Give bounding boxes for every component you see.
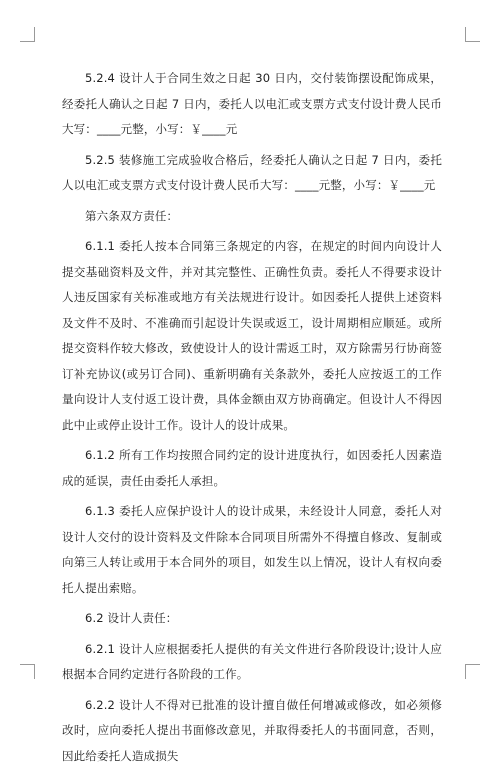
clause-6-2-heading: 6.2 设计人责任： <box>85 611 178 625</box>
crop-mark-top-right <box>465 27 480 42</box>
clause-6-1-2: 6.1.2 所有工作均按照合同约定的设计进度执行，如因委托人因素造成的延误，责任由委托人承担。 <box>62 448 442 488</box>
clause-6-2-2: 6.2.2 设计人不得对已批准的设计擅自做任何增减或修改，如必须修改时，应向委托人提出书面修改意见，并取得委托人的书面同意，否则，因此给委托人造成损失 <box>62 697 442 763</box>
clause-5-2-5: 5.2.5 装修施工完成验收合格后，经委托人确认之日起 7 日内，委托人以电汇或支票方式支付设计费人民币大写：____元整，小写：￥____元 <box>62 152 442 192</box>
article-6-heading: 第六条双方责任： <box>85 208 179 223</box>
clause-5-2-4: 5.2.4 设计人于合同生效之日起 30 日内，交付装饰摆设配饰成果，经委托人确认之日起 7 日内，委托人以电汇或支票方式支付设计费人民币大写：____元整，小写：￥____元 <box>62 71 442 136</box>
crop-mark-top-left <box>20 27 35 42</box>
clause-6-1-3: 6.1.3 委托人应保护设计人的设计成果，未经设计人同意，委托人对设计人交付的设计资料及文件除本合同项目所需外不得擅自修改、复制或向第三人转让或用于本合同外的项目，如发生以上情况，设计人有权向委托人提出索赔。 <box>62 504 442 595</box>
crop-mark-bottom-right <box>465 664 480 679</box>
page-body <box>62 66 442 774</box>
crop-mark-bottom-left <box>20 664 35 679</box>
clause-6-1-1: 6.1.1 委托人按本合同第三条规定的内容，在规定的时间内向设计人提交基础资料及文件，并对其完整性、正确性负责。委托人不得要求设计人违反国家有关标准或地方有关法规进行设计。如因委托人提供上述资料及文件不及时、不准确而引起设计失误或返工，设计周期相应顺延。或所提交资料作较大修改，致使设计人的设计需返工时，双方除需另行协商签订补充协议(或另订合同)、重新明确有关条款外，委托人应按返工的工作量向设计人支付返工设计费，具体金额由双方协商确定。但设计人不得因此中止或停止设计工作。设计人的设计成果。 <box>62 239 442 432</box>
clause-6-2-1: 6.2.1 设计人应根据委托人提供的有关文件进行各阶段设计;设计人应根据本合同约定进行各阶段的工作。 <box>62 641 442 681</box>
